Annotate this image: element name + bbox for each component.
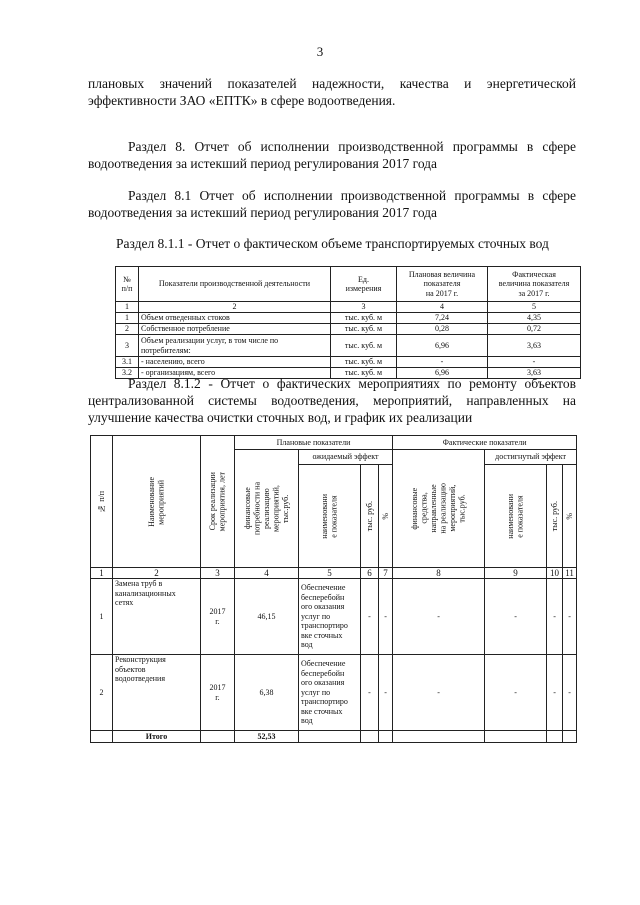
t2-row-num: 1 — [91, 579, 113, 655]
t2-row-trub: - — [361, 655, 379, 731]
t1-cell: 0,28 — [397, 324, 488, 335]
t2-row-pct: - — [379, 579, 393, 655]
t2-total-empty — [299, 731, 361, 743]
t2-colnum: 7 — [379, 568, 393, 579]
t2-row-effect: Обеспечение бесперебойн ого оказания услуг по транспортиро вке сточных вод — [299, 655, 361, 731]
t2-colnum: 2 — [113, 568, 201, 579]
t1-header-indicator: Показатели производственной деятельности — [139, 267, 331, 302]
t2-row-name: Реконструкция объектов водоотведения — [113, 655, 201, 731]
t1-cell: 7,24 — [397, 313, 488, 324]
t2-header-ind-name-fact: наименовани е показателя — [485, 465, 547, 568]
t1-cell: - — [397, 357, 488, 368]
t1-colnum: 1 — [116, 302, 139, 313]
t2-row-trub: - — [361, 579, 379, 655]
t2-colnum: 1 — [91, 568, 113, 579]
t1-header-num: № п/п — [116, 267, 139, 302]
t2-header-fin-need: финансовые потребности на реализацию мероприятий, тыс.руб. — [235, 450, 299, 568]
t2-colnum: 9 — [485, 568, 547, 579]
t2-colnum: 5 — [299, 568, 361, 579]
t2-row-num: 2 — [91, 655, 113, 731]
t1-cell: 2 — [116, 324, 139, 335]
t2-total-empty — [393, 731, 485, 743]
t2-header-achieved: достигнутый эффект — [485, 450, 577, 465]
t1-cell: Объем отведенных стоков — [139, 313, 331, 324]
t1-cell: тыс. куб. м — [331, 335, 397, 357]
t1-cell: Объем реализации услуг, в том числе по потребителям: — [139, 335, 331, 357]
t1-cell: 3.2 — [116, 368, 139, 379]
section-8-1-2-heading: Раздел 8.1.2 - Отчет о фактических мероприятиях по ремонту объектов централизованной системы водоотведения, мероприятий, направленных на улучшение качества очистки сточных вод, и график их реализации — [88, 376, 576, 425]
t1-cell: 3 — [116, 335, 139, 357]
table-total-row — [91, 731, 577, 743]
section-8-1-heading: Раздел 8.1 Отчет об исполнении производственной программы в сфере водоотведения за истекший период регулирования 2017 года — [88, 188, 576, 220]
t2-row-term: 2017 г. — [201, 579, 235, 655]
table-row — [116, 324, 581, 335]
t2-header-fact: Фактические показатели — [393, 436, 577, 450]
t2-header-trub: тыс. руб. — [361, 465, 379, 568]
t1-cell: 3,63 — [488, 335, 581, 357]
t2-row-trub-fact: - — [547, 655, 563, 731]
t2-header-pct: % — [379, 465, 393, 568]
t2-row-name: Замена труб в канализационных сетях — [113, 579, 201, 655]
t2-row-fin: 46,15 — [235, 579, 299, 655]
t2-total-empty — [91, 731, 113, 743]
t1-cell: - населению, всего — [139, 357, 331, 368]
t2-row-fin-fact: - — [393, 579, 485, 655]
t2-header-num: № п/п — [91, 436, 113, 568]
table-row — [116, 313, 581, 324]
t2-row-ind-fact: - — [485, 579, 547, 655]
t2-colnum: 10 — [547, 568, 563, 579]
t2-total-empty — [485, 731, 547, 743]
t1-cell: тыс. куб. м — [331, 357, 397, 368]
t2-colnum: 6 — [361, 568, 379, 579]
page-number: 3 — [316, 44, 324, 59]
section-8-1-1-caption: Раздел 8.1.1 - Отчет о фактическом объеме транспортируемых сточных вод — [116, 236, 549, 251]
t1-cell: Собственное потребление — [139, 324, 331, 335]
t2-total-label: Итого — [113, 731, 201, 743]
t2-colnum: 11 — [563, 568, 577, 579]
t2-row-term: 2017 г. — [201, 655, 235, 731]
table-row — [91, 579, 577, 655]
t2-row-fin: 6,38 — [235, 655, 299, 731]
t2-row-pct-fact: - — [563, 579, 577, 655]
t2-header-name: Наименование мероприятий — [113, 436, 201, 568]
table-row — [116, 357, 581, 368]
t1-cell: тыс. куб. м — [331, 313, 397, 324]
t1-cell: - — [488, 357, 581, 368]
t2-header-ind-name: наименовани е показателя — [299, 465, 361, 568]
t1-cell: 6,96 — [397, 335, 488, 357]
t1-cell: 6,96 — [397, 368, 488, 379]
t2-header-term: Срок реализации мероприятия, лет — [201, 436, 235, 568]
t2-row-pct: - — [379, 655, 393, 731]
t2-header-fin-spent: финансовые средства, направленные на реализацию мероприятий, тыс.руб. — [393, 450, 485, 568]
t1-colnum: 3 — [331, 302, 397, 313]
table-row — [91, 655, 577, 731]
t2-row-effect: Обеспечение бесперебойн ого оказания услуг по транспортиро вке сточных вод — [299, 579, 361, 655]
t1-colnum: 5 — [488, 302, 581, 313]
t1-cell: - организациям, всего — [139, 368, 331, 379]
table-row — [116, 335, 581, 357]
t1-header-plan: Плановая величина показателя на 2017 г. — [397, 267, 488, 302]
t1-cell: 1 — [116, 313, 139, 324]
t2-header-pct-fact: % — [563, 465, 577, 568]
t2-header-plan: Плановые показатели — [235, 436, 393, 450]
t1-header-unit: Ед. измерения — [331, 267, 397, 302]
t2-row-trub-fact: - — [547, 579, 563, 655]
t2-total-value: 52,53 — [235, 731, 299, 743]
t1-colnum: 2 — [139, 302, 331, 313]
transport-volume-table — [115, 266, 581, 379]
t2-total-empty — [563, 731, 577, 743]
t2-header-trub-fact: тыс. руб. — [547, 465, 563, 568]
t2-total-empty — [379, 731, 393, 743]
t2-header-expected: ожидаемый эффект — [299, 450, 393, 465]
t1-cell: 0,72 — [488, 324, 581, 335]
t2-total-empty — [361, 731, 379, 743]
t2-total-empty — [547, 731, 563, 743]
t2-row-fin-fact: - — [393, 655, 485, 731]
t2-row-pct-fact: - — [563, 655, 577, 731]
t2-total-empty — [201, 731, 235, 743]
t2-colnum: 4 — [235, 568, 299, 579]
repair-measures-table — [90, 435, 577, 743]
t1-cell: 3,63 — [488, 368, 581, 379]
t2-row-ind-fact: - — [485, 655, 547, 731]
t1-cell: 3.1 — [116, 357, 139, 368]
t1-header-fact: Фактическая величина показателя за 2017 г. — [488, 267, 581, 302]
t1-colnum: 4 — [397, 302, 488, 313]
t1-cell: 4,35 — [488, 313, 581, 324]
intro-paragraph: плановых значений показателей надежности, качества и энергетической эффективности ЗАО «ЕПТК» в сфере водоотведения. — [88, 76, 576, 108]
section-8-heading: Раздел 8. Отчет об исполнении производственной программы в сфере водоотведения за истекший период регулирования 2017 года — [88, 139, 576, 171]
t1-cell: тыс. куб. м — [331, 368, 397, 379]
t2-colnum: 8 — [393, 568, 485, 579]
t2-colnum: 3 — [201, 568, 235, 579]
t1-cell: тыс. куб. м — [331, 324, 397, 335]
